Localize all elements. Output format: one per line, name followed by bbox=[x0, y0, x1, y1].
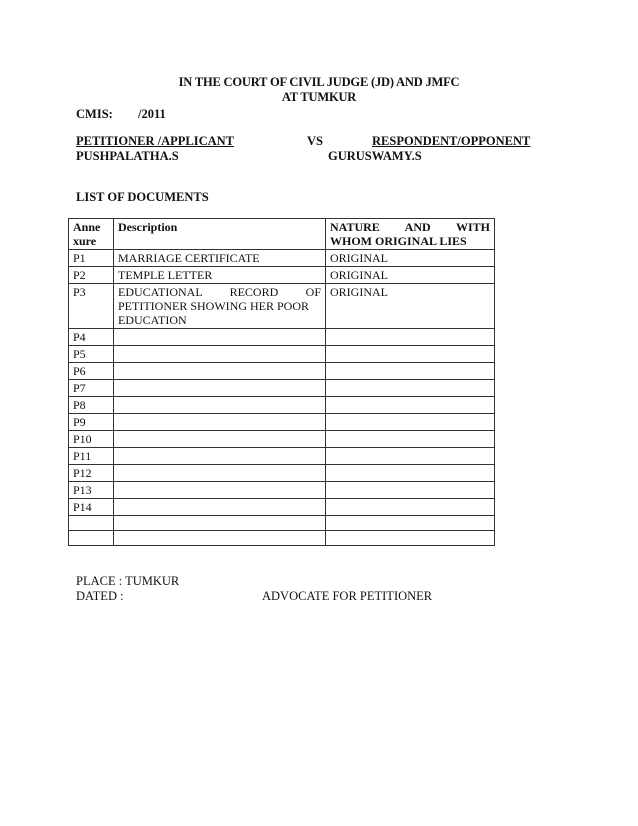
petitioner-name: PUSHPALATHA.S bbox=[76, 149, 179, 163]
description-cell bbox=[114, 363, 326, 380]
table-row bbox=[69, 346, 495, 363]
nature-cell bbox=[326, 465, 495, 482]
annexure-cell: P8 bbox=[69, 397, 114, 414]
annexure-cell: P9 bbox=[69, 414, 114, 431]
header-description: Description bbox=[114, 219, 326, 250]
description-line1: EDUCATIONAL RECORD OF bbox=[118, 285, 321, 299]
header-nature-line2: WHOM ORIGINAL LIES bbox=[330, 234, 467, 248]
description-cell bbox=[114, 448, 326, 465]
nature-cell: ORIGINAL bbox=[326, 267, 495, 284]
table-row bbox=[69, 448, 495, 465]
table-row bbox=[69, 267, 495, 284]
description-cell bbox=[114, 465, 326, 482]
table-row bbox=[69, 329, 495, 346]
header-nature bbox=[326, 219, 495, 250]
respondent-name: GURUSWAMY.S bbox=[328, 149, 422, 163]
table-row bbox=[69, 431, 495, 448]
place-line: PLACE : TUMKUR bbox=[76, 574, 180, 588]
documents-table bbox=[68, 218, 495, 546]
table-row bbox=[69, 397, 495, 414]
annexure-cell: P5 bbox=[69, 346, 114, 363]
annexure-cell: P7 bbox=[69, 380, 114, 397]
table-row bbox=[69, 482, 495, 499]
list-title: LIST OF DOCUMENTS bbox=[76, 190, 209, 204]
table-row bbox=[69, 465, 495, 482]
annexure-cell: P2 bbox=[69, 267, 114, 284]
nature-cell bbox=[326, 346, 495, 363]
court-heading-line1: IN THE COURT OF CIVIL JUDGE (JD) AND JMFC bbox=[178, 75, 460, 89]
court-heading-line2: AT TUMKUR bbox=[281, 90, 357, 104]
description-cell bbox=[114, 516, 326, 531]
nature-cell bbox=[326, 380, 495, 397]
description-line3: EDUCATION bbox=[118, 313, 187, 327]
description-cell: TEMPLE LETTER bbox=[114, 267, 326, 284]
advocate-signature-label: ADVOCATE FOR PETITIONER bbox=[262, 589, 433, 603]
description-cell: MARRIAGE CERTIFICATE bbox=[114, 250, 326, 267]
nature-cell bbox=[326, 363, 495, 380]
description-cell bbox=[114, 284, 326, 329]
description-line2: PETITIONER SHOWING HER POOR bbox=[118, 299, 309, 313]
versus-label: VS bbox=[307, 134, 323, 148]
header-nature-line1: NATURE AND WITH bbox=[330, 220, 490, 234]
nature-cell bbox=[326, 431, 495, 448]
annexure-cell: P4 bbox=[69, 329, 114, 346]
header-annexure-line2: xure bbox=[73, 234, 97, 248]
table-header-row bbox=[69, 219, 495, 250]
dated-line: DATED : bbox=[76, 589, 124, 603]
annexure-cell: P3 bbox=[69, 284, 114, 329]
annexure-cell bbox=[69, 516, 114, 531]
description-cell bbox=[114, 431, 326, 448]
description-cell bbox=[114, 482, 326, 499]
table-row bbox=[69, 414, 495, 431]
annexure-cell: P12 bbox=[69, 465, 114, 482]
nature-cell bbox=[326, 397, 495, 414]
description-cell bbox=[114, 397, 326, 414]
description-cell bbox=[114, 380, 326, 397]
description-cell bbox=[114, 414, 326, 431]
cmis-value: /2011 bbox=[138, 107, 166, 121]
table-row bbox=[69, 363, 495, 380]
annexure-cell: P11 bbox=[69, 448, 114, 465]
nature-cell bbox=[326, 516, 495, 531]
table-row-empty bbox=[69, 516, 495, 531]
petitioner-label: PETITIONER /APPLICANT bbox=[76, 134, 235, 148]
cmis-label: CMIS: bbox=[76, 107, 113, 121]
table-row bbox=[69, 284, 495, 329]
table-row-empty bbox=[69, 531, 495, 546]
nature-cell bbox=[326, 448, 495, 465]
description-cell bbox=[114, 499, 326, 516]
description-cell bbox=[114, 531, 326, 546]
description-cell bbox=[114, 346, 326, 363]
nature-cell bbox=[326, 499, 495, 516]
table-row bbox=[69, 380, 495, 397]
nature-cell: ORIGINAL bbox=[326, 250, 495, 267]
nature-cell bbox=[326, 414, 495, 431]
header-annexure bbox=[69, 219, 114, 250]
annexure-cell bbox=[69, 531, 114, 546]
nature-cell bbox=[326, 329, 495, 346]
description-cell bbox=[114, 329, 326, 346]
annexure-cell: P10 bbox=[69, 431, 114, 448]
annexure-cell: P13 bbox=[69, 482, 114, 499]
annexure-cell: P1 bbox=[69, 250, 114, 267]
nature-cell bbox=[326, 482, 495, 499]
annexure-cell: P6 bbox=[69, 363, 114, 380]
table-row bbox=[69, 250, 495, 267]
nature-cell: ORIGINAL bbox=[326, 284, 495, 329]
respondent-label: RESPONDENT/OPPONENT bbox=[372, 134, 531, 148]
nature-cell bbox=[326, 531, 495, 546]
table-row bbox=[69, 499, 495, 516]
annexure-cell: P14 bbox=[69, 499, 114, 516]
header-annexure-line1: Anne bbox=[73, 220, 101, 234]
